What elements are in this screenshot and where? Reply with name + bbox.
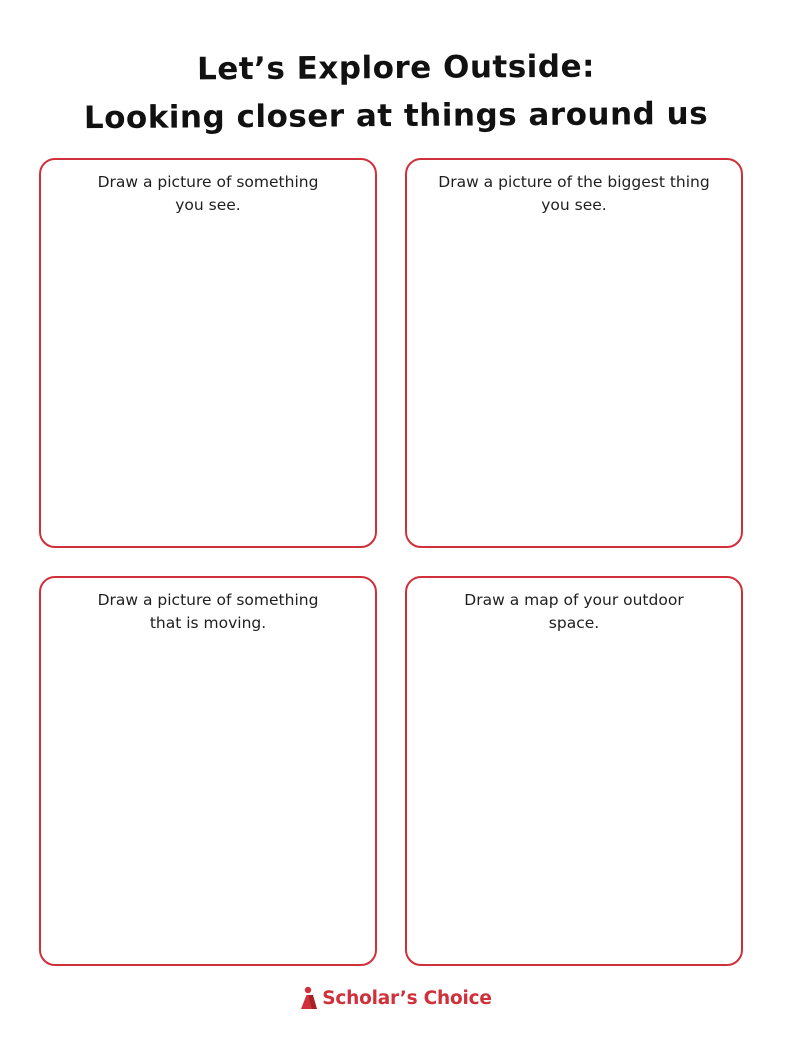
panel-prompt — [407, 160, 741, 217]
drawing-panel-something-moving[interactable] — [39, 576, 377, 966]
panel-prompt-line: you see. — [541, 196, 607, 214]
brand-name: Scholar’s Choice — [322, 987, 492, 1009]
panel-prompt — [407, 578, 741, 635]
drawing-panel-something-you-see[interactable] — [39, 158, 377, 548]
drawing-panel-biggest-thing[interactable] — [405, 158, 743, 548]
panel-prompt-line: Draw a picture of the biggest thing — [438, 173, 710, 191]
brand-logo — [300, 986, 492, 1010]
panel-prompt — [41, 578, 375, 635]
worksheet-subtitle: Looking closer at things around us — [83, 95, 709, 137]
footer — [0, 986, 792, 1010]
scholars-choice-logo-icon — [300, 986, 318, 1010]
panel-prompt — [41, 160, 375, 217]
panel-prompt-line: you see. — [175, 196, 241, 214]
worksheet-title: Let’s Explore Outside: — [196, 48, 596, 88]
panel-prompt-line: that is moving. — [149, 614, 267, 632]
drawing-panel-outdoor-map[interactable] — [405, 576, 743, 966]
panel-prompt-line: Draw a map of your outdoor space. — [464, 591, 684, 632]
panel-prompt-line: Draw a picture of something — [97, 173, 319, 191]
panel-prompt-line: Draw a picture of something — [97, 591, 319, 609]
